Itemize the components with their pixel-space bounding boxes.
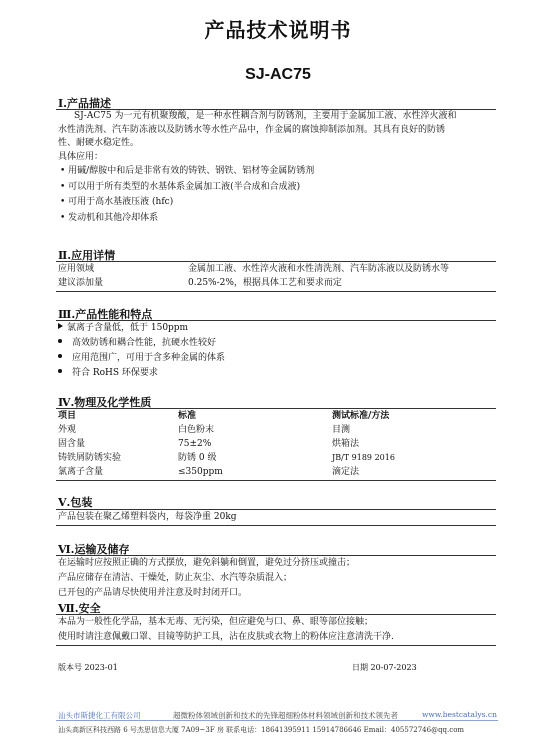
section-divider <box>56 509 496 510</box>
property-name: 外观 <box>58 425 77 435</box>
application-label: 应用领域 <box>58 264 95 274</box>
description-line: 水性清洗剂、汽车防冻液以及防锈水等水性产品中，作金属的腐蚀抑制添加剂。其具有良好的防锈 <box>58 124 446 135</box>
section-divider <box>56 320 496 321</box>
footer-divider <box>56 720 498 721</box>
use-item: • 发动机和其他冷却体系 <box>60 212 159 223</box>
company-slogan: 超微粉体领域创新和技术的先锋超细粉体材料领域创新和技术领先者 <box>173 711 398 720</box>
properties-header: 标准 <box>178 411 197 421</box>
section-divider <box>56 614 496 615</box>
feature-item: 符合 RoHS 环保要求 <box>58 367 158 379</box>
use-item: • 可用于高水基液压液 (hfc) <box>60 197 174 208</box>
property-standard: 防锈 0 级 <box>178 453 217 463</box>
section-heading-features: Ⅲ.产品性能和特点 <box>58 308 153 321</box>
safety-line: 本品为一般性化学品，基本无毒、无污染，但应避免与口、鼻、眼等部位接触； <box>58 617 374 627</box>
section-divider <box>56 261 496 262</box>
description-paragraph <box>58 110 498 226</box>
feature-item: 氯离子含量低，低于 150ppm <box>58 322 188 334</box>
section-divider <box>56 645 496 646</box>
section-divider <box>56 525 496 526</box>
safety-line: 使用时请注意佩戴口罩、目镜等防护工具，沾在皮肤或衣物上的粉体应注意清洗干净. <box>58 632 394 642</box>
property-method: 滴定法 <box>332 467 360 477</box>
application-value: 0.25%-2%，根据具体工艺和要求而定 <box>188 278 342 288</box>
section-heading-safety: Ⅶ.安全 <box>58 602 101 615</box>
section-heading-packaging: Ⅴ.包装 <box>58 496 93 509</box>
product-code: SJ-AC75 <box>245 66 311 83</box>
company-website[interactable]: www.bestcatalys.cn <box>422 710 497 719</box>
properties-header: 测试标准/方法 <box>332 411 390 421</box>
section-divider <box>56 408 496 409</box>
section-heading-description: Ⅰ.产品描述 <box>58 97 111 110</box>
version-number: 版本号 2023-01 <box>58 663 118 672</box>
feature-item: 高效防锈和耦合性能，抗硬水性较好 <box>58 337 216 349</box>
storage-line: 产品应储存在清洁、干燥处，防止灰尘、水汽等杂质混入； <box>58 573 293 583</box>
storage-line: 已开包的产品请尽快使用并注意及时封闭开口。 <box>58 588 248 598</box>
uses-label: 具体应用： <box>58 151 104 162</box>
use-item: • 用碱/醇胺中和后是非常有效的铸铁、钢铁、铝材等金属防锈剂 <box>60 166 315 177</box>
dot-bullet-icon <box>58 339 62 343</box>
description-line: 性、耐硬水稳定性。 <box>58 138 140 149</box>
application-value: 金属加工液、水性淬火液和水性清洗剂、汽车防冻液以及防锈水等 <box>188 264 450 274</box>
storage-line: 在运输时应按照正确的方式摆放，避免斜躺和倒置，避免过分挤压或撞击； <box>58 558 356 568</box>
property-method: JB/T 9189 2016 <box>332 453 395 462</box>
feature-item: 应用范围广，可用于含多种金属的体系 <box>58 352 225 364</box>
property-method: 烘箱法 <box>332 439 360 449</box>
property-name: 铸铁屑防锈实验 <box>58 453 122 463</box>
company-name: 汕头市斯捷化工有限公司 <box>58 711 141 720</box>
dot-bullet-icon <box>58 369 62 373</box>
dot-bullet-icon <box>58 354 62 358</box>
document-date: 日期 20-07-2023 <box>352 663 417 672</box>
property-name: 氯离子含量 <box>58 467 104 477</box>
property-standard: 75±2% <box>178 439 212 449</box>
section-heading-properties: Ⅳ.物理及化学性质 <box>58 396 152 409</box>
property-standard: ≤350ppm <box>178 467 223 477</box>
description-line: SJ-AC75 为一元有机聚羧酸，是一种水性耦合剂与防锈剂，主要用于金属加工液、水性淬火液和 <box>74 111 457 121</box>
property-standard: 白色粉末 <box>178 425 215 435</box>
section-heading-application: Ⅱ.应用详情 <box>58 249 116 262</box>
properties-header: 项目 <box>58 411 77 421</box>
document-title: 产品技术说明书 <box>204 18 352 42</box>
property-name: 固含量 <box>58 439 86 449</box>
footer-contact: 汕头高新区科技西路 6 号杰思信息大厦 7A09~3F 房 联系电话：18641395911 15914786646 Email：405572746@qq.com <box>58 726 465 734</box>
packaging-text: 产品包装在聚乙烯塑料袋内，每袋净重 20kg <box>58 512 237 522</box>
section-heading-storage: Ⅵ.运输及储存 <box>58 543 130 556</box>
application-label: 建议添加量 <box>58 278 104 288</box>
property-method: 目测 <box>332 425 351 435</box>
section-divider <box>56 480 496 481</box>
arrow-bullet-icon <box>58 323 63 329</box>
section-divider <box>56 555 496 556</box>
use-item: • 可以用于所有类型的水基体系金属加工液(半合成和合成液) <box>60 181 301 192</box>
section-divider <box>56 291 496 292</box>
